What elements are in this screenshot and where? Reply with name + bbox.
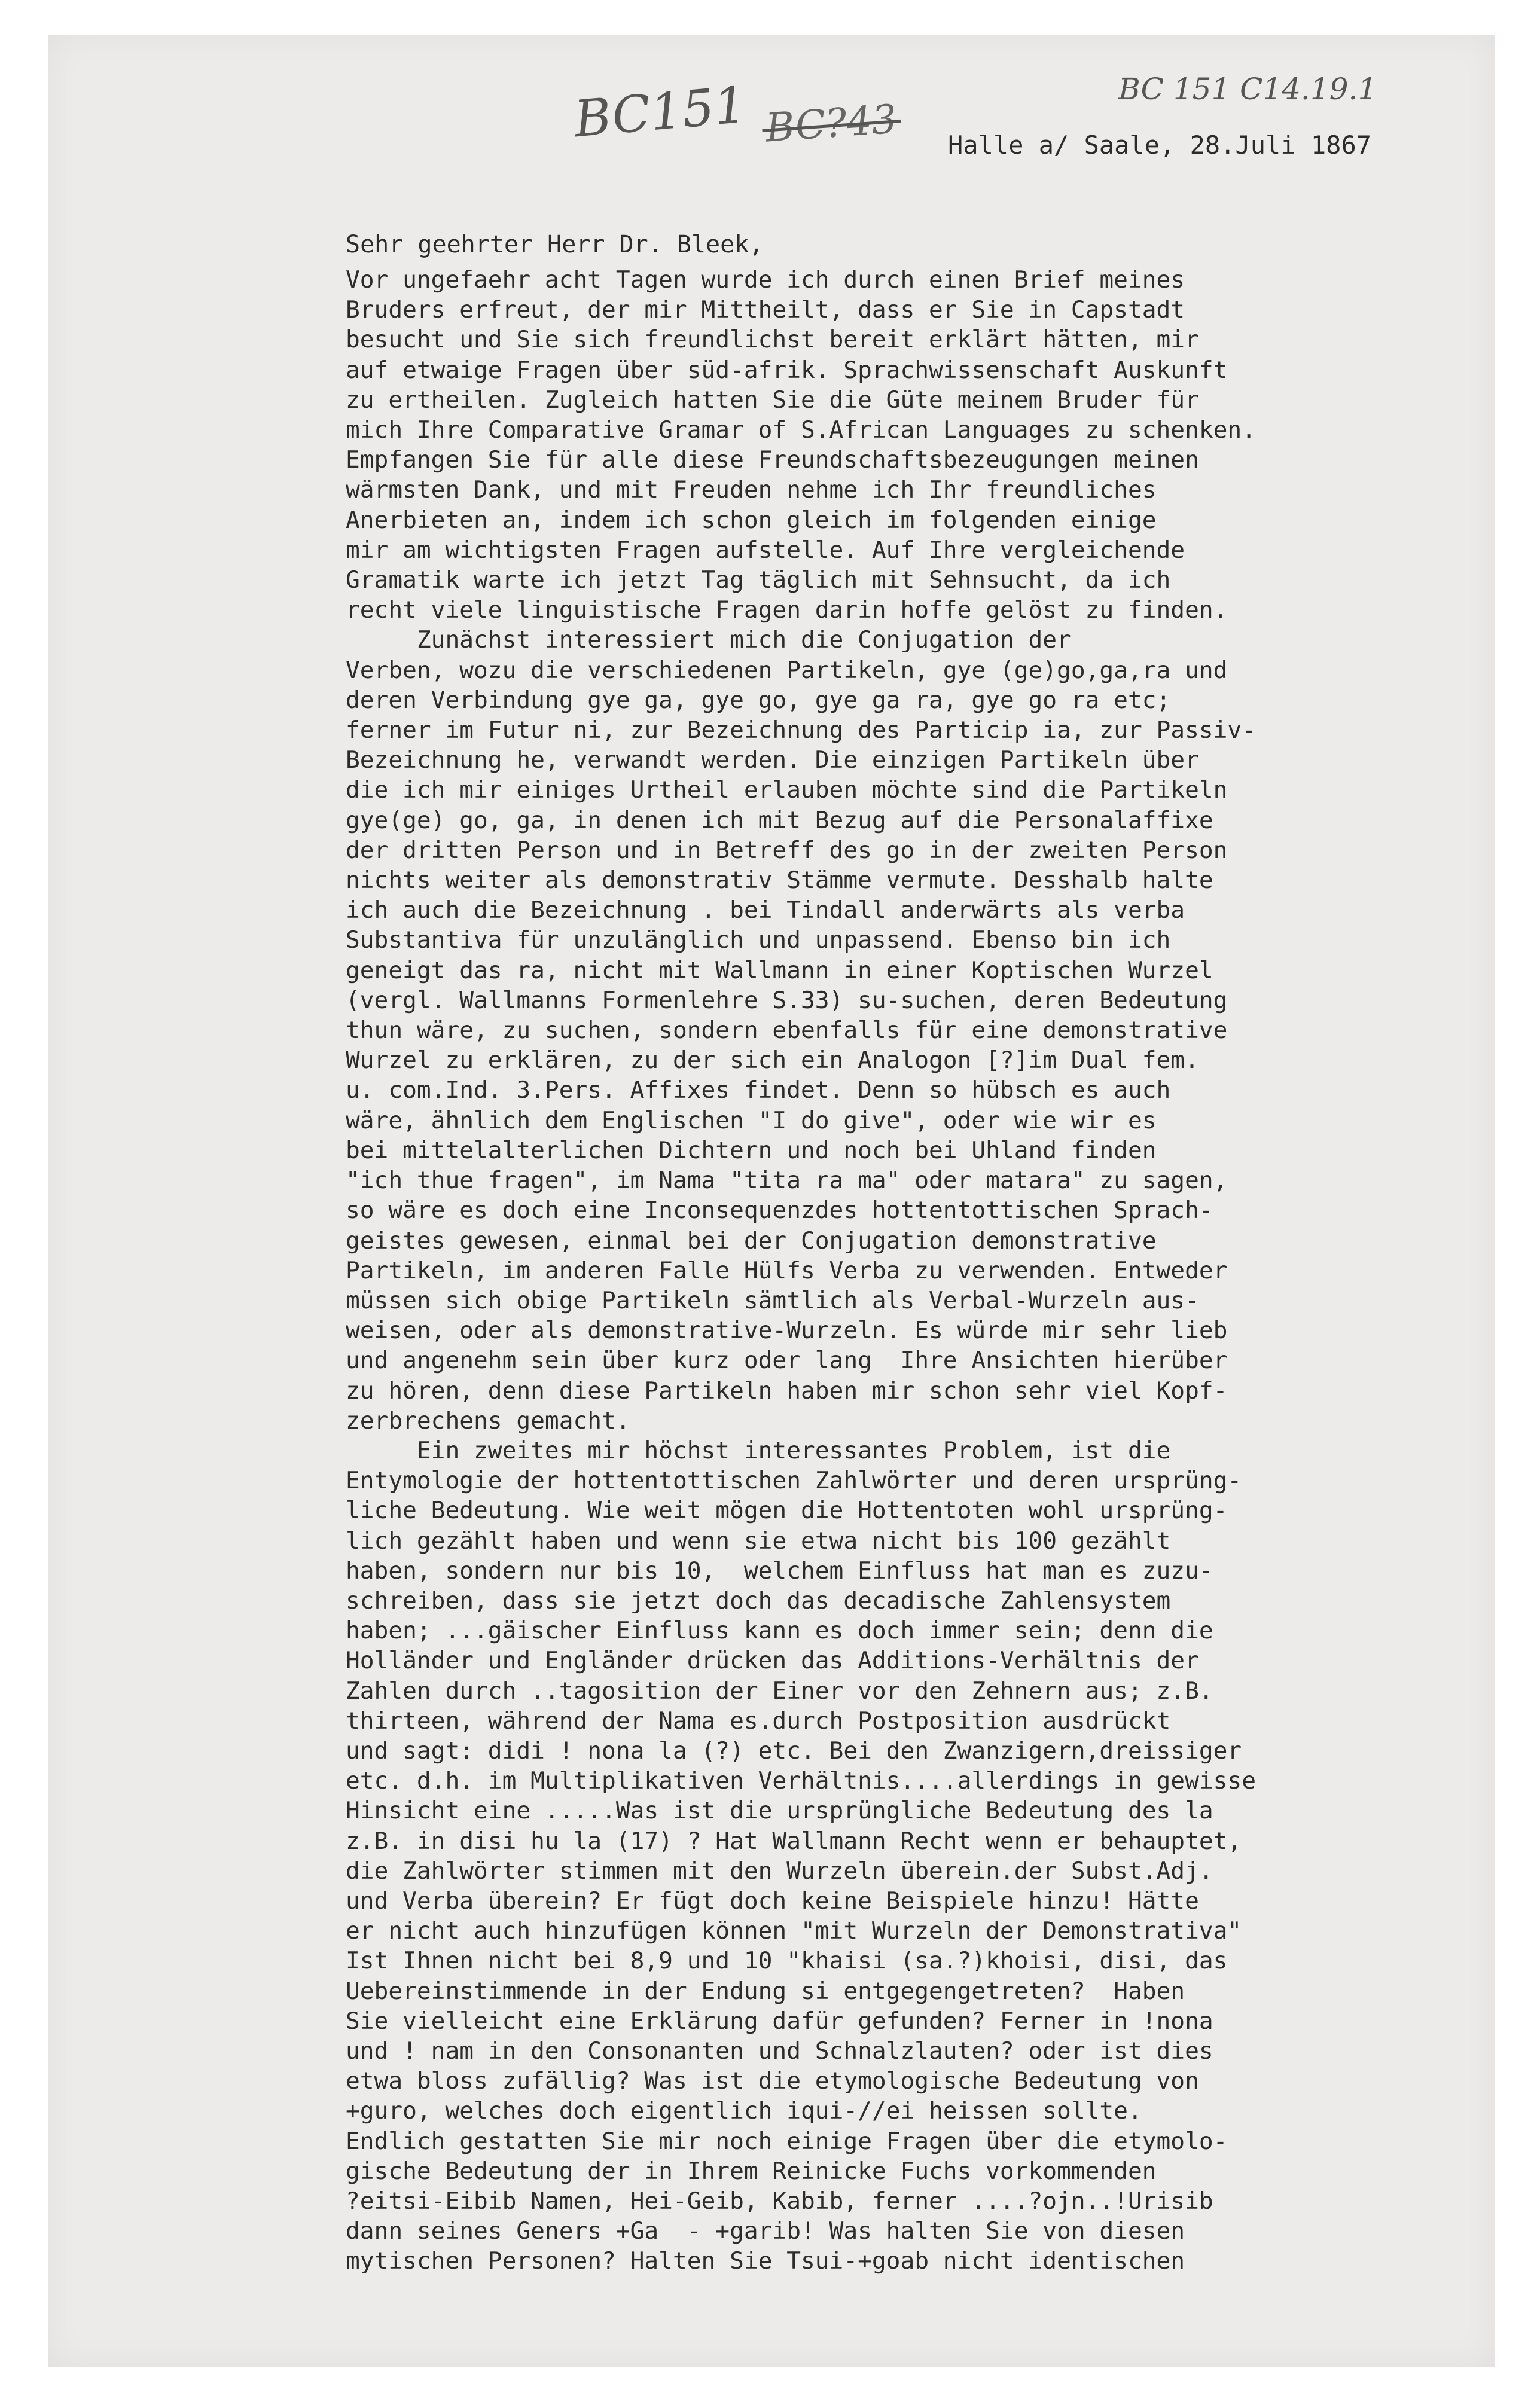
body-line: wärmsten Dank, und mit Freuden nehme ich Ihr freundliches <box>346 476 1157 504</box>
body-line: "ich thue fragen", im Nama "tita ra ma" oder matara" zu sagen, <box>346 1167 1228 1195</box>
body-line: die Zahlwörter stimmen mit den Wurzeln überein.der Subst.Adj. <box>346 1857 1213 1885</box>
letter-page <box>48 35 1495 2367</box>
body-line: u. com.Ind. 3.Pers. Affixes findet. Denn so hübsch es auch <box>346 1076 1171 1104</box>
body-line: weisen, oder als demonstrative-Wurzeln. Es würde mir sehr lieb <box>346 1317 1228 1345</box>
body-line: geistes gewesen, einmal bei der Conjugation demonstrative <box>346 1226 1157 1255</box>
body-line: Uebereinstimmende in der Endung si entgegengetreten? Haben <box>346 1977 1185 2005</box>
body-line: mir am wichtigsten Fragen aufstelle. Auf Ihre vergleichende <box>346 536 1185 564</box>
body-line: Zunächst interessiert mich die Conjugation der <box>346 626 1071 654</box>
body-line: und angenehm sein über kurz oder lang Ihre Ansichten hierüber <box>346 1347 1228 1375</box>
body-line: und Verba überein? Er fügt doch keine Beispiele hinzu! Hätte <box>346 1887 1199 1915</box>
catalog-reference-handwritten: BC 151 C14.19.1 <box>1118 72 1377 106</box>
body-line: recht viele linguistische Fragen darin hoffe gelöst zu finden. <box>346 596 1228 624</box>
body-line: etc. d.h. im Multiplikativen Verhältnis....allerdings in gewisse <box>346 1767 1256 1795</box>
body-line: Entymologie der hottentottischen Zahlwörter und deren ursprüng- <box>346 1467 1242 1495</box>
body-line: Verben, wozu die verschiedenen Partikeln, gye (ge)go,ga,ra und <box>346 656 1228 684</box>
body-line: Ist Ihnen nicht bei 8,9 und 10 "khaisi (sa.?)khoisi, disi, das <box>346 1947 1228 1975</box>
struck-old-reference-handwritten: BC?43 <box>764 96 899 151</box>
body-line: und sagt: didi ! nona la (?) etc. Bei den Zwanzigern,dreissiger <box>346 1736 1242 1765</box>
body-line: auf etwaige Fragen über süd-afrik. Sprachwissenschaft Auskunft <box>346 356 1228 384</box>
body-line: die ich mir einiges Urtheil erlauben möchte sind die Partikeln <box>346 776 1228 804</box>
body-line: haben, sondern nur bis 10, welchem Einfluss hat man es zuzu- <box>346 1556 1213 1585</box>
body-line: zerbrechens gemacht. <box>346 1406 630 1435</box>
body-line: Empfangen Sie für alle diese Freundschaftsbezeugungen meinen <box>346 446 1199 474</box>
body-line: Zahlen durch ..tagosition der Einer vor den Zehnern aus; z.B. <box>346 1677 1213 1705</box>
body-line: Holländer und Engländer drücken das Additions-Verhältnis der <box>346 1647 1199 1675</box>
body-line: mich Ihre Comparative Gramar of S.African Languages zu schenken. <box>346 416 1256 444</box>
body-line: und ! nam in den Consonanten und Schnalzlauten? oder ist dies <box>346 2037 1213 2065</box>
body-line: Bruders erfreut, der mir Mittheilt, dass er Sie in Capstadt <box>346 296 1185 324</box>
body-line: mytischen Personen? Halten Sie Tsui-+goab nicht identischen <box>346 2247 1185 2275</box>
body-line: haben; ...gäischer Einfluss kann es doch immer sein; denn die <box>346 1617 1213 1645</box>
archive-reference-handwritten: BC151 <box>572 75 749 149</box>
body-line: nichts weiter als demonstrativ Stämme vermute. Desshalb halte <box>346 866 1213 895</box>
body-line: bei mittelalterlichen Dichtern und noch bei Uhland finden <box>346 1136 1157 1164</box>
body-line: Partikeln, im anderen Falle Hülfs Verba zu verwenden. Entweder <box>346 1256 1228 1284</box>
body-line: ferner im Futur ni, zur Bezeichnung des Particip ia, zur Passiv- <box>346 716 1256 744</box>
body-line: thun wäre, zu suchen, sondern ebenfalls für eine demonstrative <box>346 1017 1228 1045</box>
body-line: müssen sich obige Partikeln sämtlich als Verbal-Wurzeln aus- <box>346 1286 1199 1314</box>
body-line: besucht und Sie sich freundlichst bereit erklärt hätten, mir <box>346 326 1199 354</box>
body-line: etwa bloss zufällig? Was ist die etymologische Bedeutung von <box>346 2067 1199 2095</box>
body-line: so wäre es doch eine Inconsequenzdes hottentottischen Sprach- <box>346 1197 1213 1225</box>
body-line: Bezeichnung he, verwandt werden. Die einzigen Partikeln über <box>346 746 1199 774</box>
body-line: Gramatik warte ich jetzt Tag täglich mit Sehnsucht, da ich <box>346 566 1171 594</box>
body-line: ?eitsi-Eibib Namen, Hei-Geib, Kabib, ferner ....?ojn..!Urisib <box>346 2187 1213 2215</box>
body-line: Sie vielleicht eine Erklärung dafür gefunden? Ferner in !nona <box>346 2007 1213 2035</box>
body-line: gische Bedeutung der in Ihrem Reinicke Fuchs vorkommenden <box>346 2157 1157 2185</box>
body-line: zu hören, denn diese Partikeln haben mir schon sehr viel Kopf- <box>346 1377 1228 1405</box>
body-line: Substantiva für unzulänglich und unpassend. Ebenso bin ich <box>346 926 1171 954</box>
body-line: deren Verbindung gye ga, gye go, gye ga ra, gye go ra etc; <box>346 686 1171 714</box>
body-line: Wurzel zu erklären, zu der sich ein Analogon [?]im Dual fem. <box>346 1046 1199 1075</box>
body-line: er nicht auch hinzufügen können "mit Wurzeln der Demonstrativa" <box>346 1917 1242 1945</box>
letter-body <box>346 265 1256 2276</box>
body-line: Endlich gestatten Sie mir noch einige Fragen über die etymolo- <box>346 2127 1228 2155</box>
body-line: geneigt das ra, nicht mit Wallmann in einer Koptischen Wurzel <box>346 956 1213 984</box>
body-line: zu ertheilen. Zugleich hatten Sie die Güte meinem Bruder für <box>346 386 1199 414</box>
body-line: wäre, ähnlich dem Englischen "I do give", oder wie wir es <box>346 1106 1157 1134</box>
body-line: dann seines Geners +Ga - +garib! Was halten Sie von diesen <box>346 2217 1185 2245</box>
dateline: Halle a/ Saale, 28.Juli 1867 <box>948 130 1372 160</box>
body-line: schreiben, dass sie jetzt doch das decadische Zahlensystem <box>346 1586 1171 1615</box>
body-line: Hinsicht eine .....Was ist die ursprüngliche Bedeutung des la <box>346 1797 1213 1825</box>
body-line: ich auch die Bezeichnung . bei Tindall anderwärts als verba <box>346 896 1185 924</box>
body-line: +guro, welches doch eigentlich iqui-//ei heissen sollte. <box>346 2097 1142 2125</box>
salutation: Sehr geehrter Herr Dr. Bleek, <box>346 231 764 258</box>
body-line: thirteen, während der Nama es.durch Postposition ausdrückt <box>346 1707 1171 1735</box>
body-line: Ein zweites mir höchst interessantes Problem, ist die <box>346 1436 1171 1464</box>
body-line: Vor ungefaehr acht Tagen wurde ich durch einen Brief meines <box>346 266 1185 294</box>
body-line: der dritten Person und in Betreff des go in der zweiten Person <box>346 836 1228 864</box>
body-line: lich gezählt haben und wenn sie etwa nicht bis 100 gezählt <box>346 1527 1171 1555</box>
body-line: Anerbieten an, indem ich schon gleich im folgenden einige <box>346 506 1157 534</box>
body-line: gye(ge) go, ga, in denen ich mit Bezug auf die Personalaffixe <box>346 806 1213 834</box>
body-line: z.B. in disi hu la (17) ? Hat Wallmann Recht wenn er behauptet, <box>346 1827 1242 1855</box>
body-line: liche Bedeutung. Wie weit mögen die Hottentoten wohl ursprüng- <box>346 1497 1228 1525</box>
body-line: (vergl. Wallmanns Formenlehre S.33) su-suchen, deren Bedeutung <box>346 986 1228 1014</box>
